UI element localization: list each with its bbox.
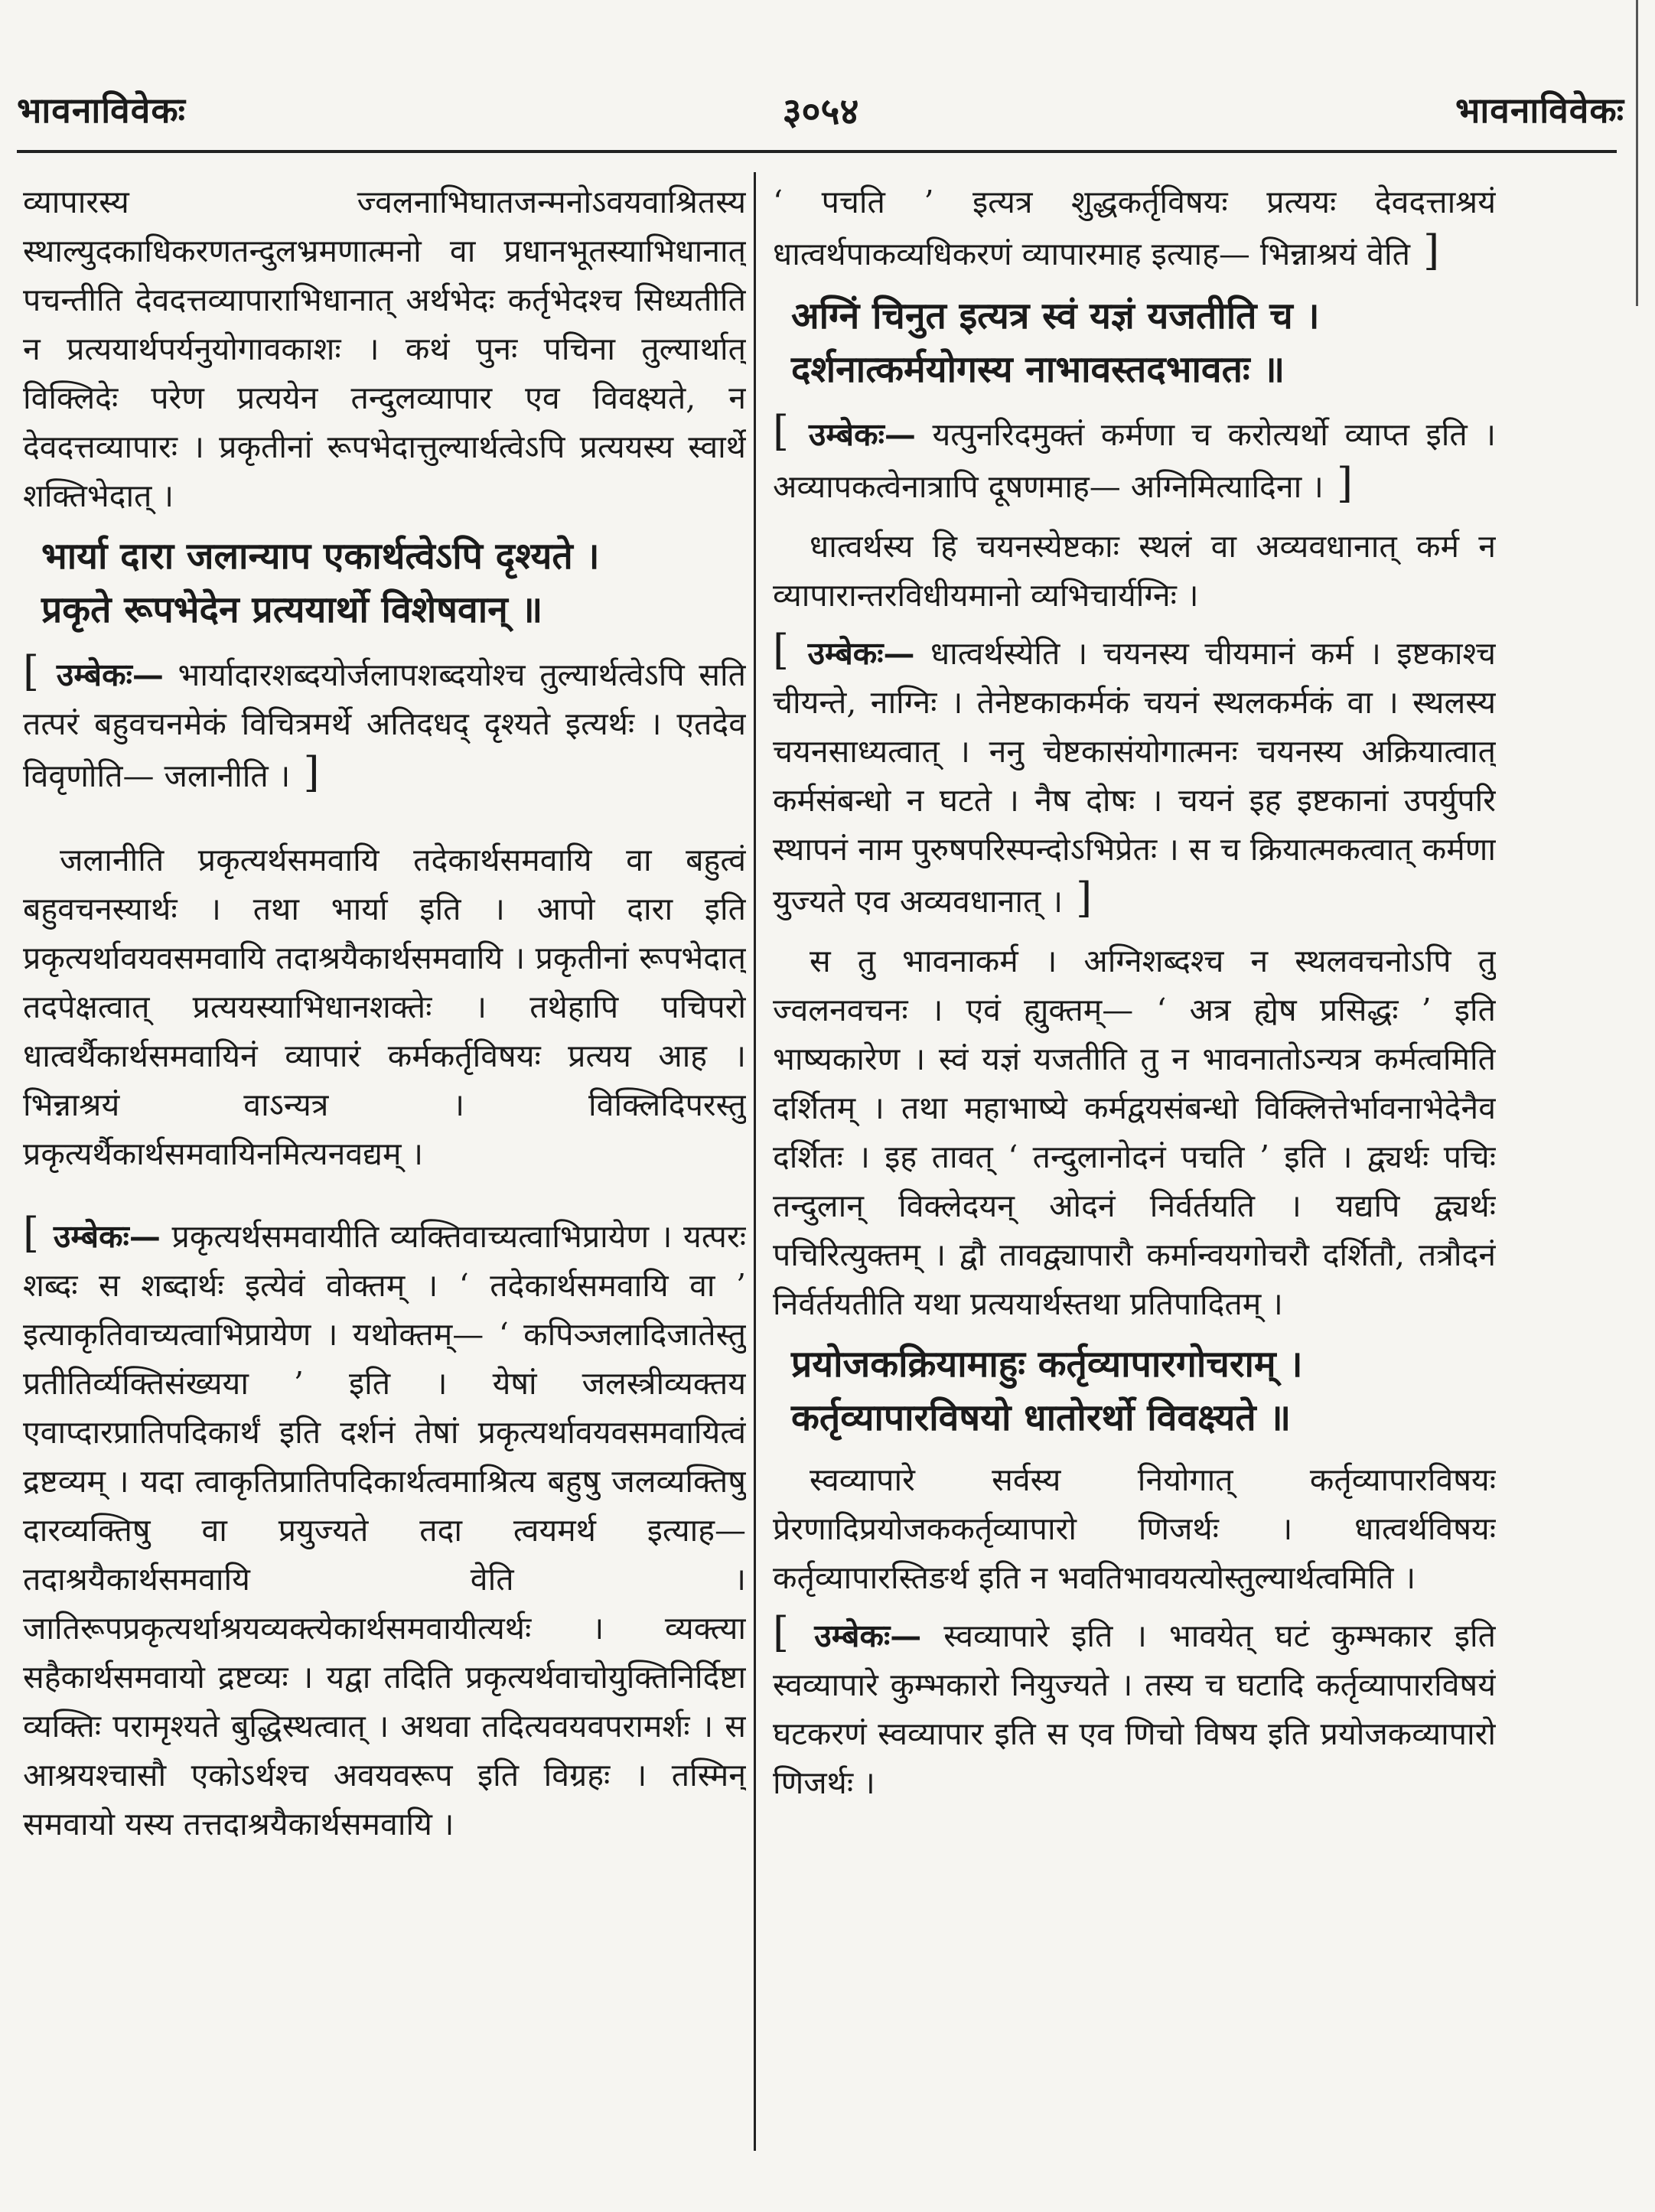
open-bracket: [: [773, 407, 809, 455]
commentator-label: उम्बेकः—: [56, 656, 164, 693]
page-number: ३०५४: [782, 90, 859, 133]
left-column: [23, 178, 746, 2166]
scan-edge-mark: [1636, 0, 1638, 306]
right-column: [773, 178, 1496, 2166]
prose-paragraph: जलानीति प्रकृत्यर्थसमवायि तदेकार्थसमवायि वा बहुत्वं बहुवचनस्यार्थः । तथा भार्या इति । आपो दारा इति प्रकृत्यर्थावयवसमवायि तदाश्रयैकार्थसमवायि । प्रकृतीनां रूपभेदात् तदपेक्षत्वात् प्रत्ययस्याभिधानशक्तेः । तथेहापि पचिपरो धात्वर्थैकार्थसमवायिनं व्यापारं कर्मकर्तृविषयः प्रत्यय आह । भिन्नाश्रयं वाऽन्यत्र । विक्लिदिपरस्तु प्रकृत्यर्थैकार्थसमवायिनमित्यनवद्यम् ।: [23, 842, 746, 1172]
commentary-paragraph: [773, 178, 1496, 279]
prose-paragraph: स्वव्यापारे सर्वस्य नियोगात् कर्तृव्यापारविषयः प्रेरणादिप्रयोजककर्तृव्यापारो णिजर्थः । धात्वर्थविषयः कर्तृव्यापारस्तिङर्थ इति न भवतिभावयत्योस्तुल्यार्थत्वमिति ।: [773, 1461, 1496, 1596]
commentary-paragraph: [23, 1209, 746, 1849]
verse-block: [773, 289, 1496, 396]
commentary-text: भार्यादारशब्दयोर्जलापशब्दयोश्च तुल्यार्थत्वेऽपि सति तत्परं बहुवचनमेकं विचित्रमर्थे अतिदधद् दृश्यते इत्यर्थः । एतदेव विवृणोति— जलानीति ।: [23, 656, 746, 794]
verse-block: [773, 1337, 1496, 1445]
header-left-title: भावनाविवेकः: [17, 90, 186, 131]
commentary-text: ‘ पचति ’ इत्यत्र शुद्धकर्तृविषयः प्रत्ययः देवदत्ताश्रयं धात्वर्थपाकव्यधिकरणं व्यापारमाह इत्याह— भिन्नाश्रयं वेति: [773, 184, 1496, 272]
open-bracket: [: [773, 1608, 815, 1657]
commentator-label: उम्बेकः—: [807, 635, 915, 672]
commentary-text: यत्पुनरिदमुक्तं कर्मणा च करोत्यर्थो व्याप्त इति । अव्यापकत्वेनात्रापि दूषणमाह— अग्निमित्यादिना ।: [773, 416, 1496, 505]
close-bracket: ]: [1063, 874, 1093, 922]
commentator-label: उम्बेकः—: [814, 1617, 922, 1654]
verse-line: कर्तृव्यापारविषयो धातोरर्थो विवक्ष्यते ॥: [791, 1396, 1292, 1439]
paragraph-spacer: [23, 811, 746, 836]
column-divider: [754, 172, 756, 2151]
commentary-text: स्वव्यापारे इति । भावयेत् घटं कुम्भकार इति स्वव्यापारे कुम्भकारो नियुज्यते । तस्य च घटादि कर्तृव्यापारविषयं घटकरणं स्वव्यापार इति स एव णिचो विषय इति प्रयोजकव्यापारो णिजर्थः ।: [773, 1617, 1496, 1801]
commentary-paragraph: [773, 626, 1496, 926]
prose-paragraph: स तु भावनाकर्म । अग्निशब्दश्च न स्थलवचनोऽपि तु ज्वलनवचनः । एवं ह्युक्तम्— ‘ अत्र ह्येष प्रसिद्धः ’ इति भाष्यकारेण । स्वं यज्ञं यजतीति तु न भावनातोऽन्यत्र कर्मत्वमिति दर्शितम् । तथा महाभाष्ये कर्मद्वयसंबन्धो विक्लित्तेर्भावनाभेदेनैव दर्शितः । इह तावत् ‘ तन्दुलानोदनं पचति ’ इति । द्व्यर्थः पचिः तन्दुलान् विक्लेदयन् ओदनं निर्वर्तयति । यद्यपि द्व्यर्थः पचिरित्युक्तम् । द्वौ तावद्व्यापारौ कर्मान्वयगोचरौ दर्शितौ, तत्रौदनं निर्वर्तयतीति यथा प्रत्ययार्थस्तथा प्रतिपादितम् ।: [773, 943, 1496, 1322]
commentator-label: उम्बेकः—: [808, 416, 916, 453]
commentary-paragraph: [773, 1608, 1496, 1807]
verse-line: दर्शनात्कर्मयोगस्य नाभावस्तदभावतः ॥: [791, 348, 1285, 391]
open-bracket: [: [773, 626, 808, 674]
open-bracket: [: [23, 1209, 54, 1257]
commentary-paragraph: [773, 407, 1496, 511]
verse-line: अग्निं चिनुत इत्यत्र स्वं यज्ञं यजतीति च ।: [791, 295, 1320, 337]
close-bracket: ]: [1323, 459, 1354, 507]
paragraph-spacer: [23, 1184, 746, 1209]
running-header: [17, 86, 1624, 141]
prose-paragraph: व्यापारस्य ज्वलनाभिघातजन्मनोऽवयवाश्रितस्य स्थाल्युदकाधिकरणतन्दुलभ्रमणात्मनो वा प्रधानभूतस्याभिधानात् पचन्तीति देवदत्तव्यापाराभिधानात् अर्थभेदः कर्तृभेदश्च सिध्यतीति न प्रत्ययार्थपर्यनुयोगावकाशः । कथं पुनः पचिना तुल्यार्थात् विक्लिदेः परेण प्रत्ययेन तन्दुलव्यापार एव विवक्ष्यते, न देवदत्तव्यापारः । प्रकृतीनां रूपभेदात्तुल्यार्थत्वेऽपि प्रत्ययस्य स्वार्थे शक्तिभेदात् ।: [23, 184, 746, 514]
open-bracket: [: [23, 647, 57, 696]
commentary-text: प्रकृत्यर्थसमवायीति व्यक्तिवाच्यत्वाभिप्रायेण । यत्परः शब्दः स शब्दार्थः इत्येवं वोक्तम् । ‘ तदेकार्थसमवायि वा ’ इत्याकृतिवाच्यत्वाभिप्रायेण । यथोक्तम्— ‘ कपिञ्जलादिजातेस्तु प्रतीतिर्व्यक्तिसंख्यया ’ इति । येषां जलस्त्रीव्यक्तय एवाप्दारप्रातिपदिकार्थं इति दर्शनं तेषां प्रकृत्यर्थावयवसमवायित्वं द्रष्टव्यम् । यदा त्वाकृतिप्रातिपदिकार्थत्वमाश्रित्य बहुषु जलव्यक्तिषु दारव्यक्तिषु वा प्रयुज्यते तदा त्वयमर्थ इत्याह— तदाश्रयैकार्थसमवायि वेति । जातिरूपप्रकृत्यर्थाश्रयव्यक्त्येकार्थसमवायीत्यर्थः । व्यक्त्या सहैकार्थसमवायो द्रष्टव्यः । यद्वा तदिति प्रकृत्यर्थवाचोयुक्तिनिर्दिष्टा व्यक्तिः परामृश्यते बुद्धिस्थत्वात् । अथवा तदित्यवयवपरामर्शः । स आश्रयश्चासौ एकोऽर्थश्च अवयवरूप इति विग्रहः । तस्मिन् समवायो यस्य तत्तदाश्रयैकार्थसमवायि ।: [23, 1218, 746, 1842]
verse-block: [23, 529, 746, 637]
header-rule: [17, 150, 1617, 153]
close-bracket: ]: [1409, 226, 1440, 275]
close-bracket: ]: [290, 748, 320, 797]
verse-line: प्रकृते रूपभेदेन प्रत्ययार्थो विशेषवान् ॥: [41, 588, 543, 631]
commentator-label: उम्बेकः—: [53, 1218, 161, 1255]
prose-paragraph: धात्वर्थस्य हि चयनस्येष्टकाः स्थलं वा अव्यवधानात् कर्म न व्यापारान्तरविधीयमानो व्यभिचार्यग्निः ।: [773, 528, 1496, 614]
verse-line: प्रयोजकक्रियामाहुः कर्तृव्यापारगोचराम् ।: [791, 1343, 1303, 1386]
header-right-title: भावनाविवेकः: [1455, 90, 1624, 131]
verse-line: भार्या दारा जलान्याप एकार्थत्वेऽपि दृश्यते ।: [41, 535, 600, 578]
commentary-paragraph: [23, 647, 746, 800]
commentary-text: धात्वर्थस्येति । चयनस्य चीयमानं कर्म । इष्टकाश्च चीयन्ते, नाग्निः । तेनेष्टकाकर्मकं चयनं स्थलकर्मकं वा । स्थलस्य चयनसाध्यत्वात् । ननु चेष्टकासंयोगात्मनः चयनस्य अक्रियात्वात् कर्मसंबन्धो न घटते । नैष दोषः । चयनं इह इष्टकानां उपर्युपरि स्थापनं नाम पुरुषपरिस्पन्दोऽभिप्रेतः । स च क्रियात्मकत्वात् कर्मणा युज्यते एव अव्यवधानात् ।: [773, 635, 1496, 920]
